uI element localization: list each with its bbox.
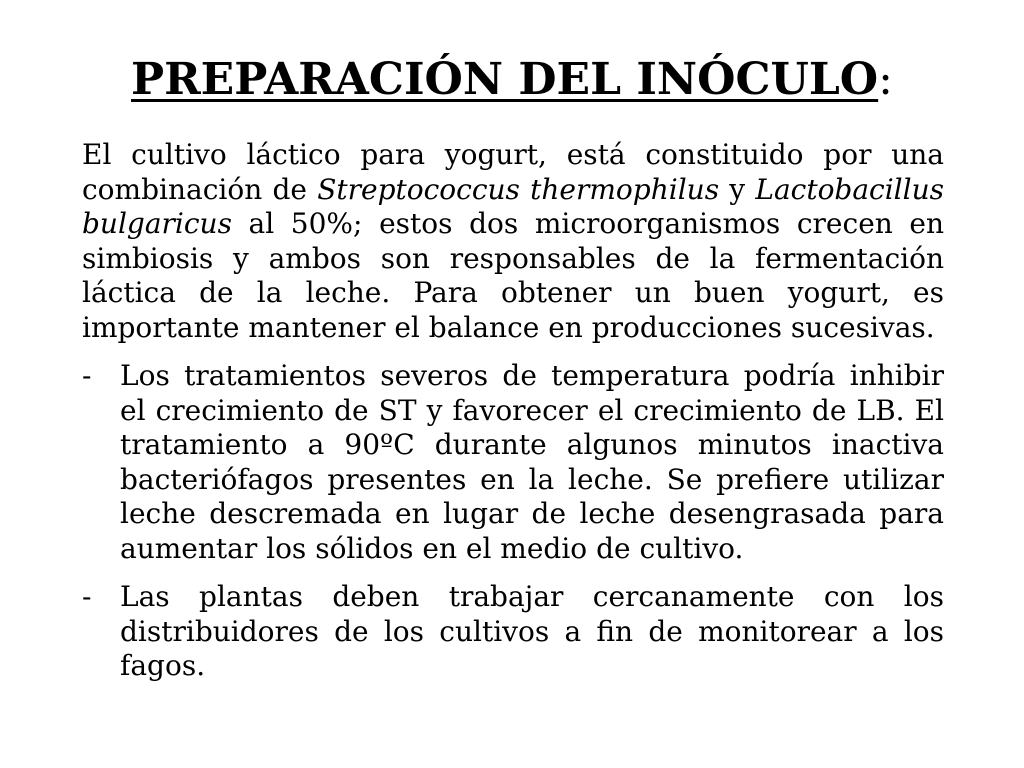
content-body <box>82 138 944 698</box>
intro-text-part1: El cultivo láctico para yogurt, está constituido por una combinación de <box>82 138 944 206</box>
bullet-text: Las plantas deben trabajar cercanamente con los distribuidores de los cultivos a fin de monitorear a los fagos. <box>120 580 944 682</box>
page-title <box>0 52 1024 108</box>
bullet-item <box>82 359 944 566</box>
title-text: PREPARACIÓN DEL INÓCULO <box>131 54 879 105</box>
intro-text-part3: al 50%; estos dos microorganismos crecen en simbiosis y ambos son responsables de la fermentación láctica de la leche. Para obtener un buen yogurt, es importante mantener el balance en producciones sucesivas. <box>82 207 944 344</box>
title-colon: : <box>878 54 893 105</box>
species-name-streptococcus: Streptococcus thermophilus <box>317 172 720 206</box>
bullet-dash: - <box>82 359 92 392</box>
intro-text-part2: y <box>719 172 756 206</box>
bullet-text: Los tratamientos severos de temperatura podría inhibir el crecimiento de ST y favorecer el crecimiento de LB. El tratamiento a 90ºC durante algunos minutos inactiva bacteriófagos presentes en la leche. Se prefiere utilizar leche descremada en lugar de leche desengrasada para aumentar los sólidos en el medio de cultivo. <box>120 359 944 565</box>
species-name-lactobacillus: Lactobacillus bulgaricus <box>82 172 944 240</box>
bullet-item <box>82 580 944 684</box>
intro-paragraph <box>82 138 944 345</box>
bullet-dash: - <box>82 580 92 613</box>
